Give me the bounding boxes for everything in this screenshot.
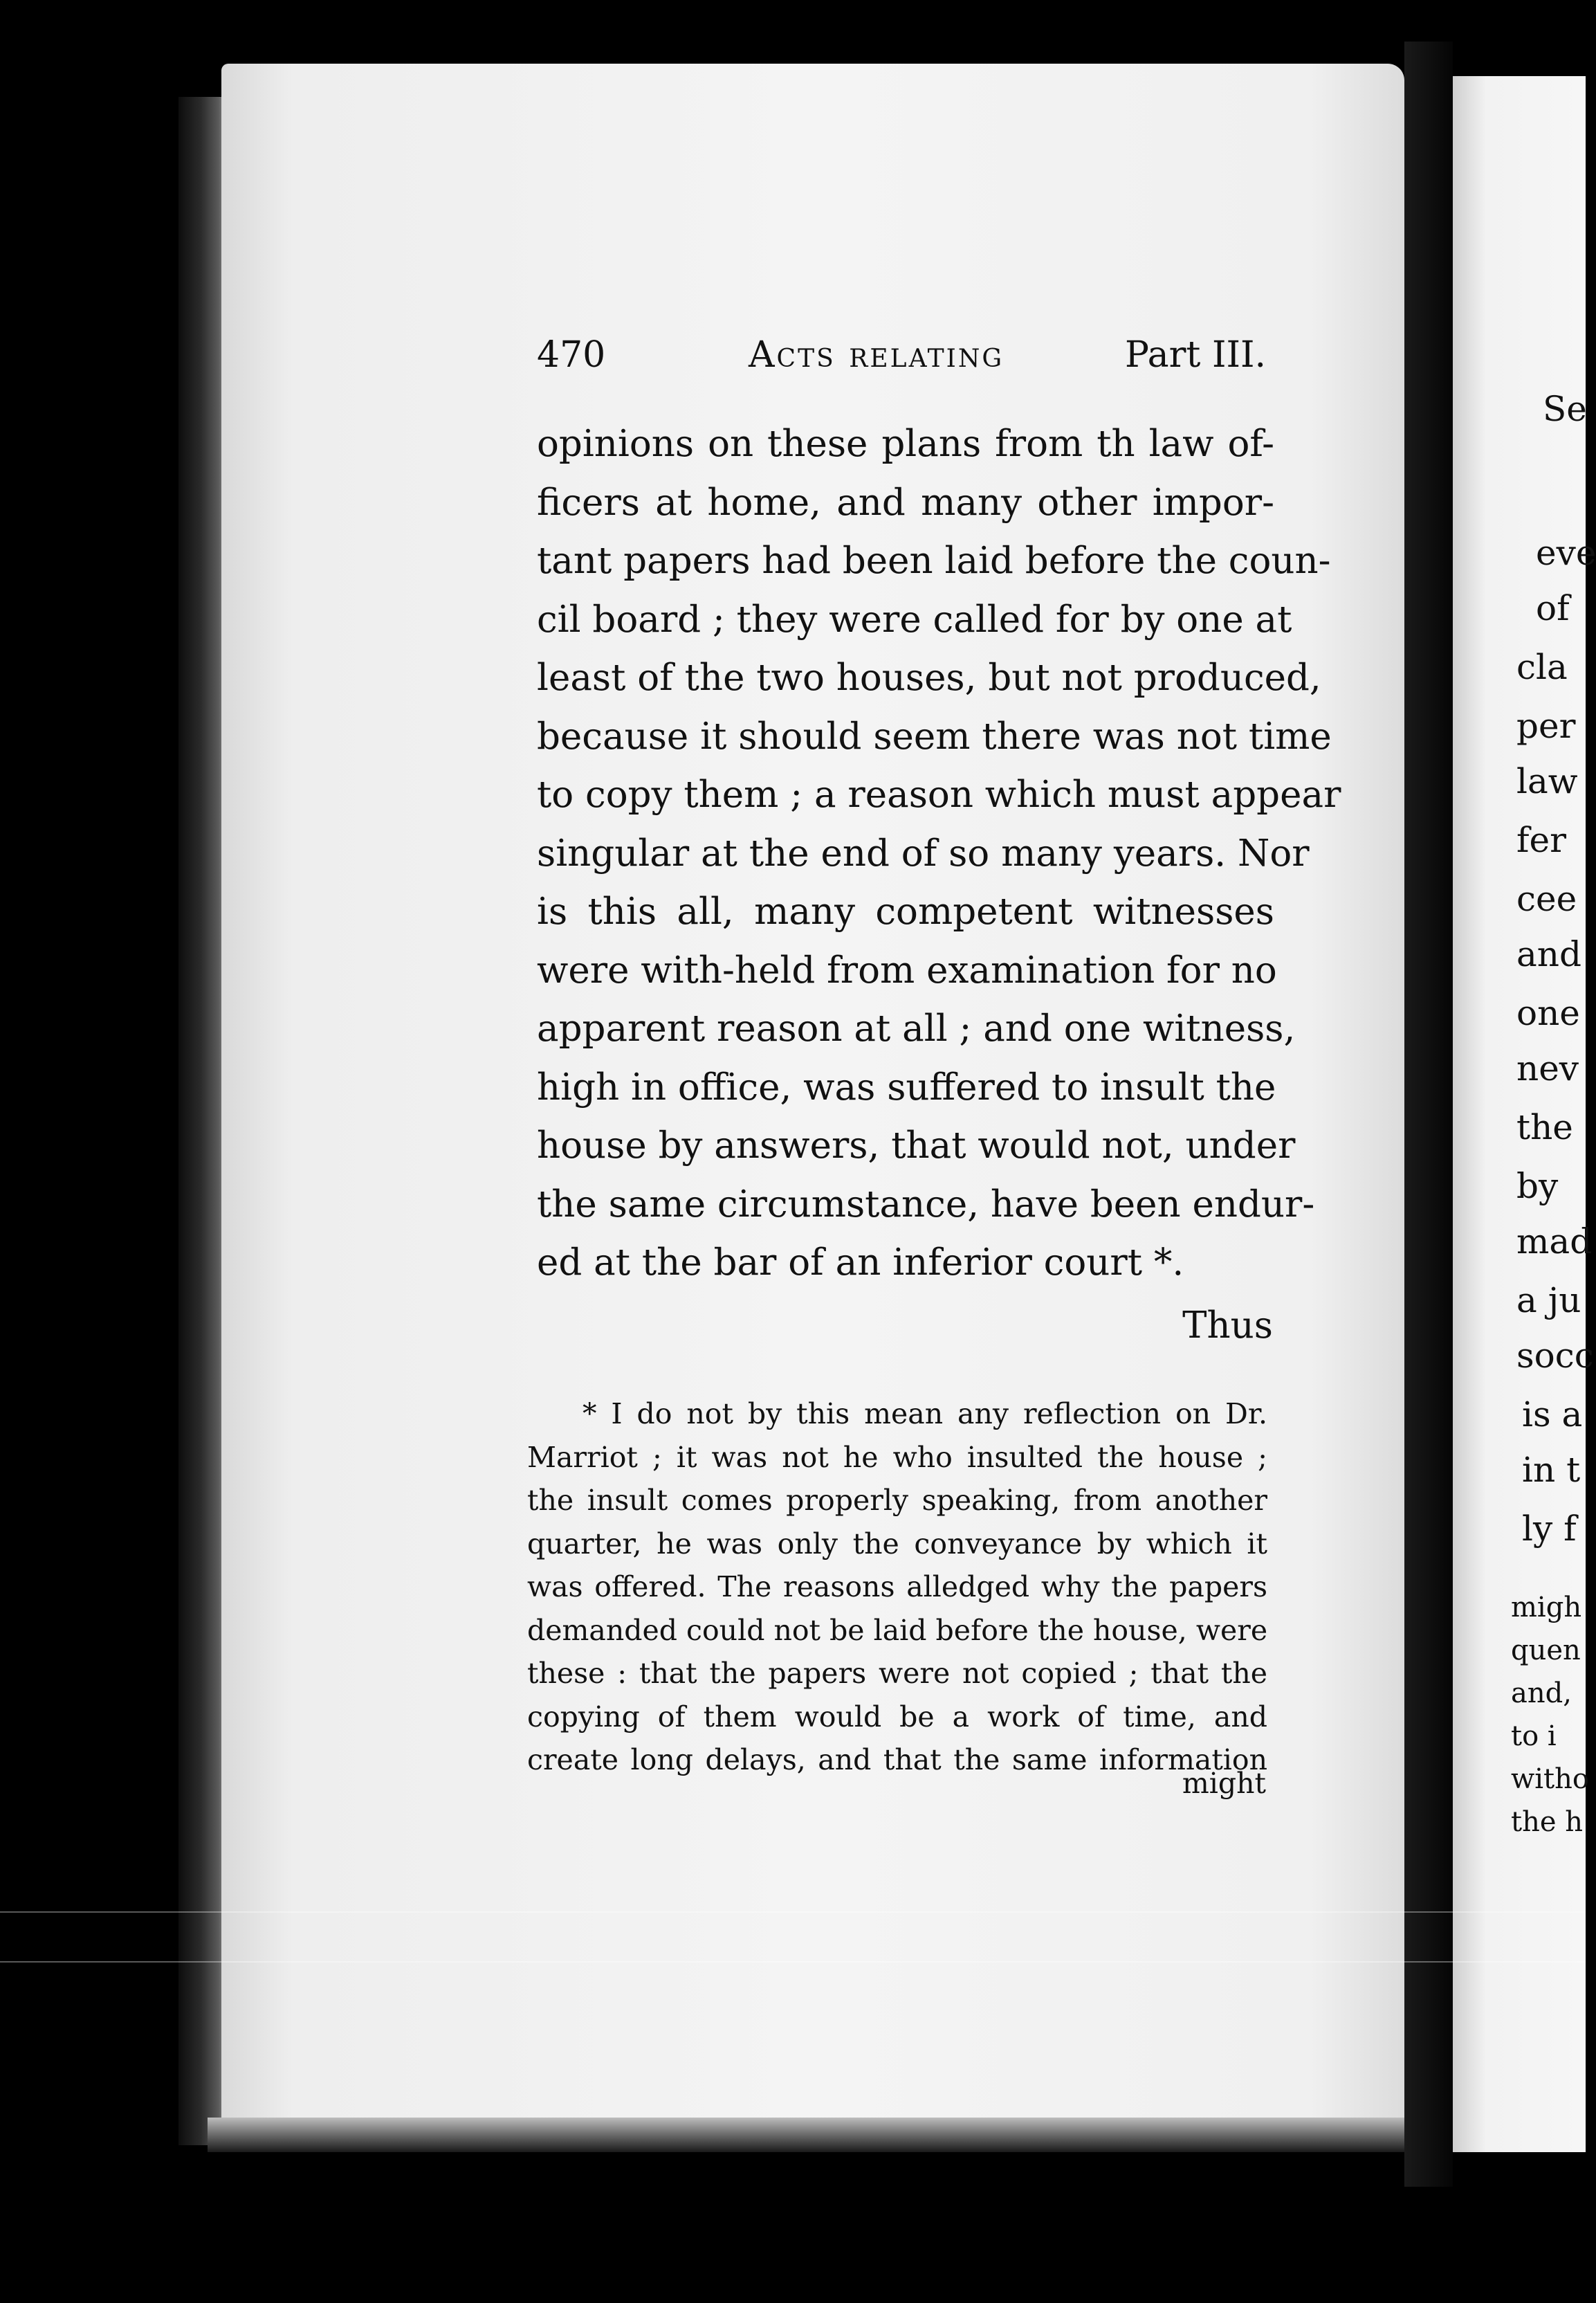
text-line: opinions on these plans from th law of- <box>537 423 1274 465</box>
facing-page-fragment: ly f <box>1522 1509 1577 1549</box>
facing-page-fragment: mad <box>1516 1221 1593 1262</box>
facing-page-fragment: per <box>1516 706 1576 746</box>
text-line: high in office, was suffered to insult the <box>537 1066 1276 1109</box>
text-line: apparent reason at all ; and one witness, <box>537 1008 1296 1050</box>
facing-page-fragment: is a <box>1522 1394 1583 1435</box>
footnote-line: create long delays, and that the same information <box>527 1743 1267 1776</box>
footnote-line: * I do not by this mean any reflection on Dr. <box>583 1397 1267 1430</box>
facing-page-fragment: the h <box>1511 1806 1583 1838</box>
facing-page-fragment: migh <box>1511 1592 1582 1623</box>
facing-page-fragment: eve <box>1536 533 1596 573</box>
text-line: because it should seem there was not time <box>537 715 1332 758</box>
facing-page-fragment: fer <box>1516 820 1566 860</box>
footnote-line: quarter, he was only the conveyance by which it <box>527 1527 1267 1560</box>
text-line: were with-held from examination for no <box>537 949 1277 992</box>
facing-page-fragment: of <box>1536 588 1570 628</box>
facing-page <box>1453 76 1596 2152</box>
scan-artifact-line <box>0 1911 1586 1913</box>
footnote <box>527 1392 1267 1782</box>
footnote-catchword: might <box>1182 1767 1266 1800</box>
facing-page-fragment: and, <box>1511 1677 1572 1709</box>
footnote-line: copying of them would be a work of time, and <box>527 1700 1267 1733</box>
text-line: cil board ; they were called for by one at <box>537 598 1292 641</box>
text-line: the same circumstance, have been endur- <box>537 1183 1315 1226</box>
facing-page-fragment: cee <box>1516 879 1577 919</box>
footnote-line: the insult comes properly speaking, from another <box>527 1484 1267 1517</box>
footnote-line: demanded could not be laid before the house, were <box>527 1613 1268 1647</box>
facing-page-fragment: one <box>1516 993 1580 1033</box>
facing-page-fragment: a ju <box>1516 1280 1581 1320</box>
facing-page-fragment: by <box>1516 1166 1559 1206</box>
book-bottom-edge <box>208 2118 1411 2152</box>
running-title: Acts relating <box>749 334 1005 376</box>
page-number: 470 <box>537 334 606 376</box>
facing-page-fragment: socc <box>1516 1336 1594 1376</box>
facing-page-fragment: quen <box>1511 1635 1581 1666</box>
text-line: is this all, many competent witnesses <box>537 891 1274 933</box>
text-line: singular at the end of so many years. Nor <box>537 832 1310 875</box>
facing-page-fragment: the <box>1516 1107 1573 1147</box>
footnote-line: Marriot ; it was not he who insulted the house ; <box>527 1440 1267 1474</box>
facing-page-fragment: law <box>1516 761 1578 801</box>
facing-page-fragment: cla <box>1516 647 1568 687</box>
facing-page-fragment: witho <box>1511 1763 1589 1795</box>
part-label: Part III. <box>1125 334 1267 376</box>
facing-page-fragment: in t <box>1522 1450 1581 1490</box>
facing-page-fragment: nev <box>1516 1048 1579 1089</box>
facing-page-fragment: and <box>1516 934 1582 974</box>
body-text <box>537 415 1341 1293</box>
text-line: tant papers had been laid before the coun- <box>537 540 1331 582</box>
facing-page-fragment: to i <box>1511 1720 1557 1752</box>
footnote-line: these : that the papers were not copied ; that the <box>527 1657 1267 1690</box>
text-line: to copy them ; a reason which must appear <box>537 774 1341 816</box>
facing-page-fragment: Se <box>1543 389 1587 429</box>
text-line: least of the two houses, but not produced, <box>537 657 1321 699</box>
footnote-line: was offered. The reasons alledged why the papers <box>527 1570 1267 1603</box>
book-gutter <box>1404 42 1453 2187</box>
text-line: ficers at home, and many other impor- <box>537 481 1274 524</box>
text-line: house by answers, that would not, under <box>537 1125 1296 1167</box>
scan-artifact-line <box>0 1961 1586 1963</box>
text-line: ed at the bar of an inferior court *. <box>537 1241 1184 1284</box>
catchword: Thus <box>1182 1304 1273 1347</box>
